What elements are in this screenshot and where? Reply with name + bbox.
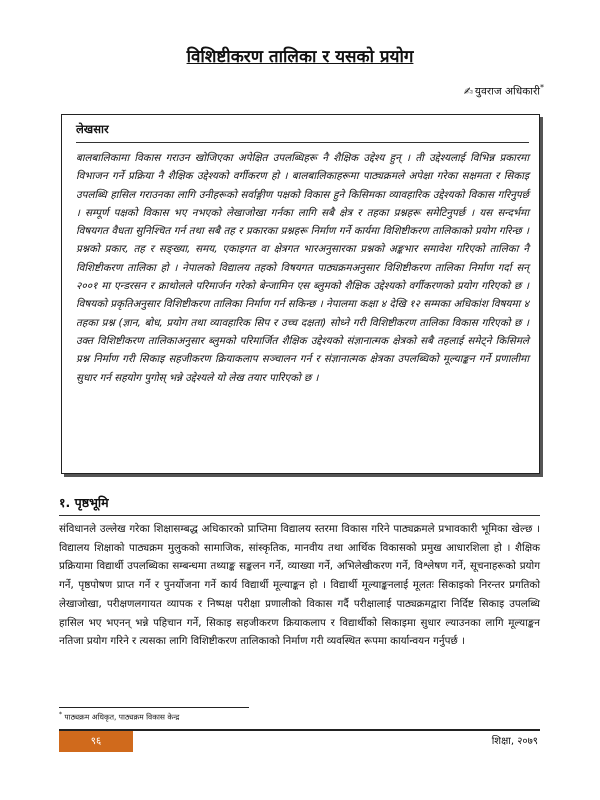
author-line <box>464 83 544 99</box>
footnote <box>59 711 179 723</box>
journal-name: शिक्षा, २०७९ <box>491 736 538 747</box>
abstract-box <box>61 114 540 474</box>
footnote-divider <box>59 707 249 708</box>
section-divider <box>59 515 540 516</box>
article-title: विशिष्टीकरण तालिका र यसको प्रयोग <box>186 47 414 67</box>
abstract-text: बालबालिकामा विकास गराउन खोजिएका अपेक्षित उपलब्धिहरू नै शैक्षिक उद्देश्य हुन् । ती उद्देश्यलाई विभिन्न प्रकारमा विभाजन गर्ने प्रक्रिया नै शैक्षिक उद्देश्यको वर्गीकरण हो । बालबालिकाहरूमा पाठ्यक्रमले अपेक्षा गरेका सक्षमता र सिकाइ उपलब्धि हासिल गराउनका लागि उनीहरूको सर्वाङ्गीण पक्षको विकास हुने किसिमका व्यावहारिक उद्देश्यको विकास गरिनुपर्छ । सम्पूर्ण पक्षको विकास भए नभएको लेखाजोखा गर्नका लागि सबै क्षेत्र र तहका प्रश्नहरू समेटिनुपर्छ । यस सन्दर्भमा विषयगत वैधता सुनिश्चित गर्न तथा सबै तह र प्रकारका प्रश्नहरू निर्माण गर्ने कार्यमा विशिष्टीकरण तालिकाको प्रयोग गरिन्छ । प्रश्नको प्रकार, तह र सङ्ख्या, समय, एकाइगत वा क्षेत्रगत भारअनुसारका प्रश्नको अङ्कभार समावेश गरिएको तालिका नै विशिष्टीकरण तालिका हो । नेपालको विद्यालय तहको विषयगत पाठ्यक्रमअनुसार विशिष्टीकरण तालिका निर्माण गर्दा सन् २००१ मा एन्डरसन र क्राथोलले परिमार्जन गरेको बेन्जामिन एस ब्लुमको शैक्षिक उद्देश्यको वर्गीकरणको प्रयोग गरिएको छ । विषयको प्रकृतिअनुसार विशिष्टीकरण तालिका निर्माण गर्न सकिन्छ । नेपालमा कक्षा ४ देखि १२ सम्मका अधिकांश विषयमा ४ तहका प्रश्न (ज्ञान, बोध, प्रयोग तथा व्यावहारिक सिप र उच्च दक्षता) सोध्ने गरी विशिष्टीकरण तालिका विकास गरिएको छ । उक्त विशिष्टीकरण तालिकाअनुसार ब्लुमको परिमार्जित शैक्षिक उद्देश्यको संज्ञानात्मक क्षेत्रको सबै तहलाई समेट्ने किसिमले प्रश्न निर्माण गरी सिकाइ सहजीकरण क्रियाकलाप सञ्चालन गर्न र संज्ञानात्मक क्षेत्रका उपलब्धिको मूल्याङ्कन गर्ने प्रणालीमा सुधार गर्न सहयोग पुगोस् भन्ने उद्देश्यले यो लेख तयार पारिएको छ । <box>76 152 529 384</box>
author-name: युवराज अधिकारी <box>474 85 540 98</box>
pen-icon: ✍ <box>463 84 473 98</box>
section-body-text: संविधानले उल्लेख गरेका शिक्षासम्बद्ध अधिकारको प्राप्तिमा विद्यालय स्तरमा विकास गरिने पाठ्यक्रमले प्रभावकारी भूमिका खेल्छ । विद्यालय शिक्षाको पाठ्यक्रम मुलुकको सामाजिक, सांस्कृतिक, मानवीय तथा आर्थिक विकासको प्रमुख आधारशिला हो । शैक्षिक प्रक्रियामा विद्यार्थी उपलब्धिका सम्बन्धमा तथ्याङ्क सङ्कलन गर्ने, व्याख्या गर्ने, अभिलेखीकरण गर्ने, विश्लेषण गर्ने, सूचनाहरूको प्रयोग गर्ने, पृष्ठपोषण प्राप्त गर्ने र पुनर्योजना गर्ने कार्य विद्यार्थी मूल्याङ्कन हो । विद्यार्थी मूल्याङ्कनलाई मूलतः सिकाइको निरन्तर प्रगतिको लेखाजोखा, परीक्षणलगायत व्यापक र निष्पक्ष परीक्षा प्रणालीको विकास गर्दै परीक्षालाई पाठ्यक्रमद्वारा निर्दिष्ट सिकाइ उपलब्धि हासिल भए भएनन् भन्ने पहिचान गर्ने, सिकाइ सहजीकरण क्रियाकलाप र विद्यार्थीको सिकाइमा सुधार ल्याउनका लागि मूल्याङ्कन नतिजा प्रयोग गरिने र त्यसका लागि विशिष्टीकरण तालिकाको निर्माण गरी व्यवस्थित रूपमा कार्यान्वयन गर्नुपर्छ । <box>59 523 540 648</box>
abstract-divider <box>76 142 529 143</box>
footnote-marker: * <box>59 711 62 718</box>
author-footnote-marker: * <box>540 83 544 92</box>
section-heading: १. पृष्ठभूमि <box>59 495 109 510</box>
abstract-heading: लेखसार <box>76 122 109 136</box>
footnote-text: पाठ्यक्रम अधिकृत, पाठ्यक्रम विकास केन्द्र <box>64 712 180 722</box>
page-footer <box>59 729 540 752</box>
page-number: ९६ <box>59 731 133 752</box>
